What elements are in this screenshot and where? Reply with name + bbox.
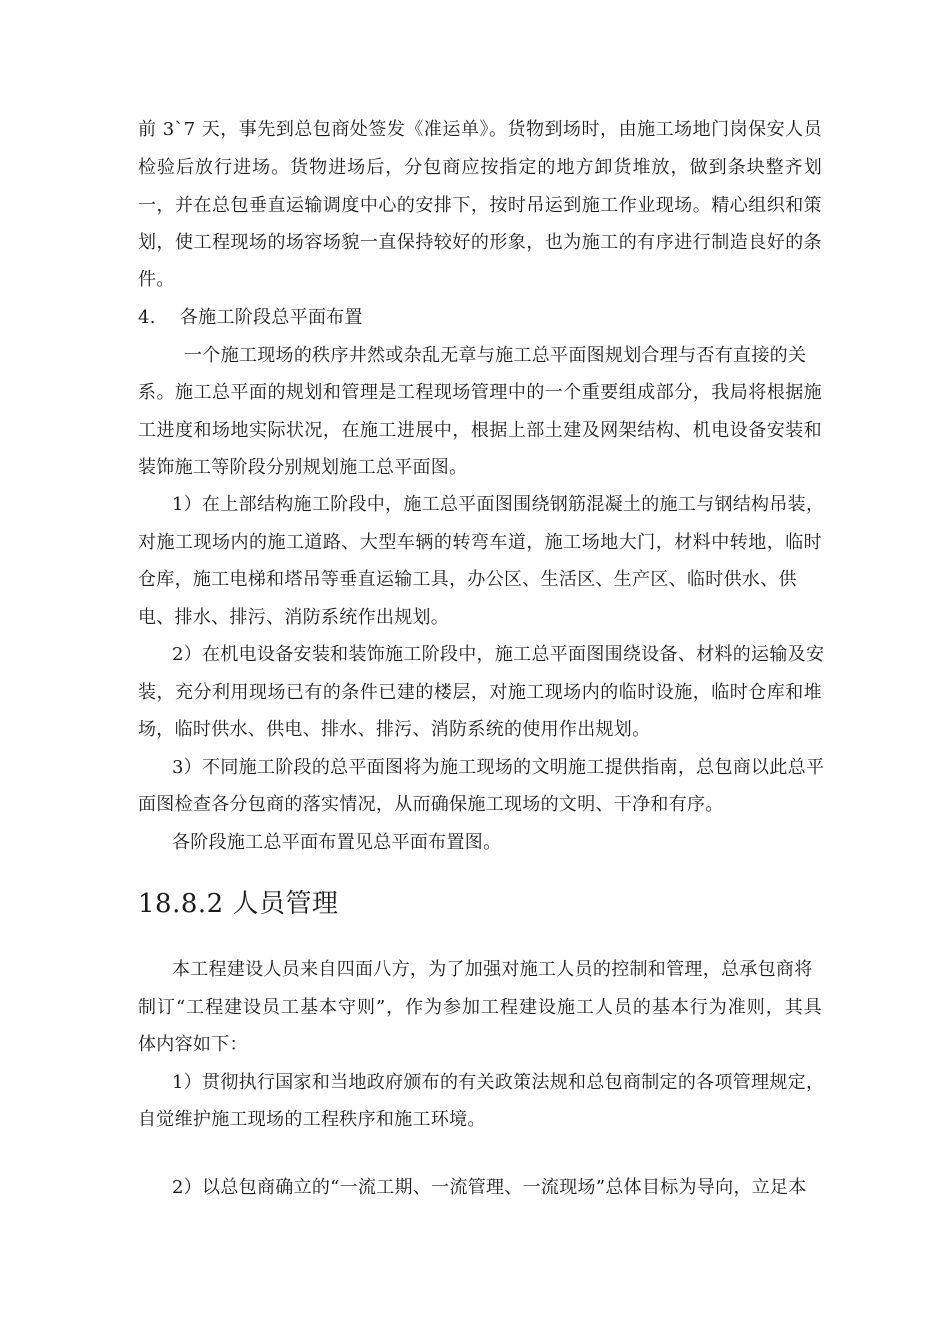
list-item-line: 场，临时供水、供电、排水、排污、消防系统的使用作出规划。 bbox=[138, 719, 651, 740]
list-item-line: 仓库，施工电梯和塔吊等垂直运输工具，办公区、生活区、生产区、临时供水、供 bbox=[138, 569, 797, 590]
paragraph-line: 工进度和场地实际状况，在施工进展中，根据上部土建及网架结构、机电设备安装和 bbox=[138, 420, 822, 441]
paragraph-line: 各阶段施工总平面布置见总平面布置图。 bbox=[172, 832, 502, 853]
list-item-line: 对施工现场内的施工道路、大型车辆的转弯车道，施工场地大门，材料中转地，临时 bbox=[138, 532, 822, 553]
paragraph-line: 体内容如下： bbox=[138, 1034, 248, 1055]
list-item-line: 3）不同施工阶段的总平面图将为施工现场的文明施工提供指南，总包商以此总平 bbox=[172, 757, 825, 778]
paragraph-line: 件。 bbox=[138, 269, 175, 290]
paragraph-line: 前 3`7 天，事先到总包商处签发《准运单》。货物到场时，由施工场地门岗保安人员 bbox=[138, 119, 822, 140]
list-item-line: 1）贯彻执行国家和当地政府颁布的有关政策法规和总包商制定的各项管理规定， bbox=[172, 1072, 825, 1093]
list-item-line: 装，充分利用现场已有的条件已建的楼层，对施工现场内的临时设施，临时仓库和堆 bbox=[138, 682, 822, 703]
section-title: 4. 各施工阶段总平面布置 bbox=[138, 307, 363, 328]
list-item-line: 电、排水、排污、消防系统作出规划。 bbox=[138, 607, 450, 628]
paragraph-line: 制订“工程建设员工基本守则”，作为参加工程建设施工人员的基本行为准则，其具 bbox=[138, 997, 822, 1018]
paragraph-line: 本工程建设人员来自四面八方，为了加强对施工人员的控制和管理，总承包商将 bbox=[172, 959, 813, 980]
list-item-line: 2）在机电设备安装和装饰施工阶段中，施工总平面图围绕设备、材料的运输及安 bbox=[172, 644, 825, 665]
paragraph-line: 装饰施工等阶段分别规划施工总平面图。 bbox=[138, 457, 468, 478]
paragraph-line: 划，使工程现场的场容场貌一直保持较好的形象，也为施工的有序进行制造良好的条 bbox=[138, 232, 822, 253]
paragraph-line: 系。施工总平面的规划和管理是工程现场管理中的一个重要组成部分，我局将根据施 bbox=[138, 382, 822, 403]
paragraph-line: 一，并在总包垂直运输调度中心的安排下，按时吊运到施工作业现场。精心组织和策 bbox=[138, 195, 822, 216]
list-item-line: 面图检查各分包商的落实情况，从而确保施工现场的文明、干净和有序。 bbox=[138, 794, 724, 815]
paragraph-line: 一个施工现场的秩序井然或杂乱无章与施工总平面图规划合理与否有直接的关 bbox=[172, 345, 807, 366]
list-item-line: 2）以总包商确立的“一流工期、一流管理、一流现场”总体目标为导向，立足本 bbox=[172, 1177, 807, 1198]
list-item-line: 1）在上部结构施工阶段中，施工总平面图围绕钢筋混凝土的施工与钢结构吊装， bbox=[172, 494, 825, 515]
section-heading: 18.8.2 人员管理 bbox=[138, 889, 339, 919]
paragraph-line: 检验后放行进场。货物进场后，分包商应按指定的地方卸货堆放，做到条块整齐划 bbox=[138, 157, 822, 178]
list-item-line: 自觉维护施工现场的工程秩序和施工环境。 bbox=[138, 1109, 486, 1130]
